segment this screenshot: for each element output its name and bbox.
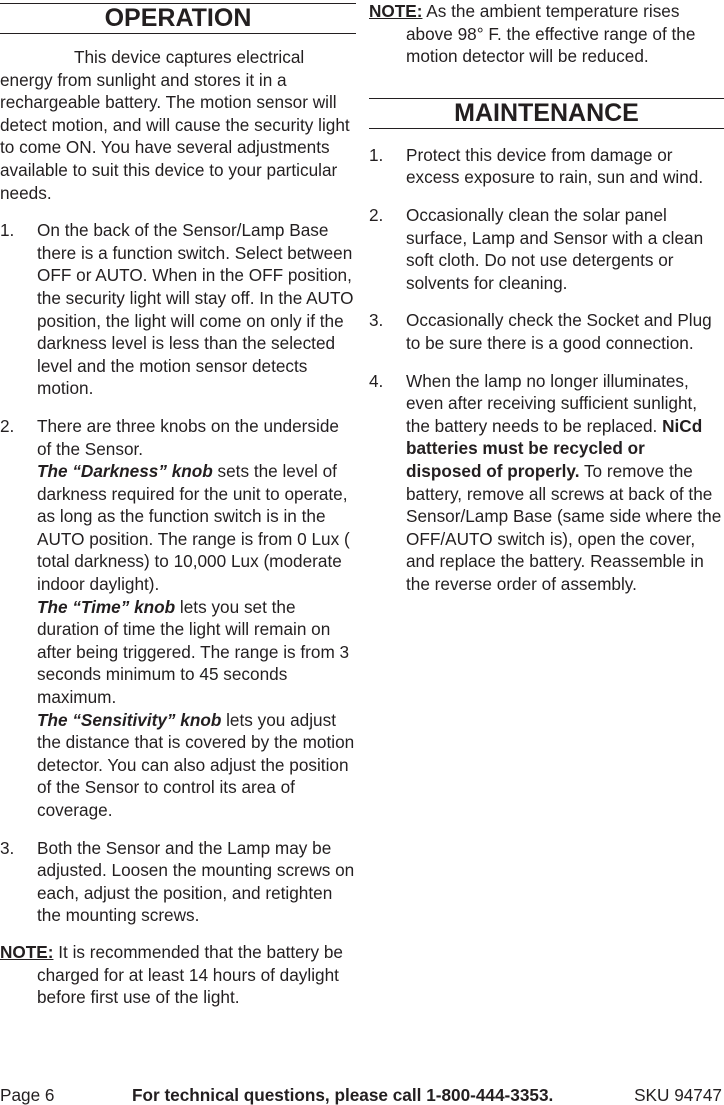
recycle-warning: NiCd batteries must be recycled or disposed of properly. [406, 415, 703, 481]
item-text: There are three knobs on the underside of the Sensor. [37, 415, 339, 459]
darkness-knob-text [37, 460, 356, 596]
operation-intro: This device captures electrical energy from sunlight and stores it in a rechargeable battery. The motion sensor will detect motion, and will cause the security light to come ON. You have several adjustments available to suit this device to your particular needs. [0, 47, 350, 203]
maintenance-item-3 [369, 309, 724, 354]
item-text: Both the Sensor and the Lamp may be adjusted. Loosen the mounting screws on each, adjust the position, and retighten the mounting screws. [37, 837, 355, 926]
note-text: As the ambient temperature rises above 98° F. the effective range of the motion detector will be reduced. [406, 1, 696, 67]
item-text: Occasionally clean the solar panel surface, Lamp and Sensor with a clean soft cloth. Do not use detergents or solvents for cleaning. [406, 204, 704, 293]
item-number: 1. [0, 220, 15, 241]
item-text-after: To remove the battery, remove all screws at back of the Sensor/Lamp Base (same side where the OFF/AUTO switch is), open the cover, and replace the battery. Reassemble in the reverse order of assembly. [406, 460, 722, 594]
page-number: Page 6 [0, 1085, 55, 1105]
item-number: 2. [369, 204, 384, 225]
item-number: 3. [369, 310, 384, 331]
maintenance-item-2 [369, 204, 724, 294]
item-number: 3. [0, 837, 15, 858]
item-text: On the back of the Sensor/Lamp Base there is a function switch. Select between OFF or AUTO. When in the OFF position, the security light will stay off. In the AUTO position, the light will come on only if the darkness level is less than the selected level and the motion sensor detects motion. [37, 220, 354, 399]
darkness-knob-desc: sets the level of darkness required for the unit to operate, as long as the function switch is in the AUTO position. The range is from 0 Lux ( total darkness) to 10,000 Lux (moderate indoor daylight). [37, 461, 350, 595]
item-text: Protect this device from damage or excess exposure to rain, sun and wind. [406, 144, 704, 188]
item-text: Occasionally check the Socket and Plug to be sure there is a good connection. [406, 310, 712, 353]
note-label: NOTE: [369, 1, 423, 21]
time-knob-label: The “Time” knob [37, 596, 176, 617]
sensitivity-knob-desc: lets you adjust the distance that is covered by the motion detector. You can also adjust the position of the Sensor to control its area of coverage. [37, 709, 355, 820]
note-label: NOTE: [0, 941, 54, 962]
tech-support-line: For technical questions, please call 1-800-444-3353. [132, 1085, 554, 1105]
sku-number: SKU 94747 [634, 1085, 722, 1105]
item-number: 4. [369, 370, 384, 391]
note-text: It is recommended that the battery be charged for at least 14 hours of daylight before first use of the light. [37, 941, 343, 1008]
maintenance-item-4 [369, 370, 724, 596]
maintenance-item-1 [369, 144, 724, 189]
time-knob-desc: lets you set the duration of time the light will remain on after being triggered. The range is from 3 seconds minimum to 45 seconds maximum. [37, 596, 350, 708]
time-knob-text [37, 596, 356, 709]
operation-item-3 [0, 837, 356, 927]
left-column [0, 0, 356, 1009]
operation-item-2 [0, 415, 356, 822]
item-number: 2. [0, 415, 15, 436]
darkness-knob-label: The “Darkness” knob [37, 461, 213, 482]
item-number: 1. [369, 144, 384, 165]
right-column [369, 0, 724, 595]
item-text: When the lamp no longer illuminates, even after receiving sufficient sunlight, the battery needs to be replaced. [406, 370, 698, 436]
sensitivity-knob-label: The “Sensitivity” knob [37, 709, 222, 730]
operation-item-1 [0, 219, 356, 400]
maintenance-heading: MAINTENANCE [369, 98, 724, 129]
sensitivity-knob-text [37, 709, 356, 822]
temperature-note [369, 0, 724, 68]
battery-note [0, 941, 356, 1009]
operation-heading: OPERATION [0, 3, 356, 34]
